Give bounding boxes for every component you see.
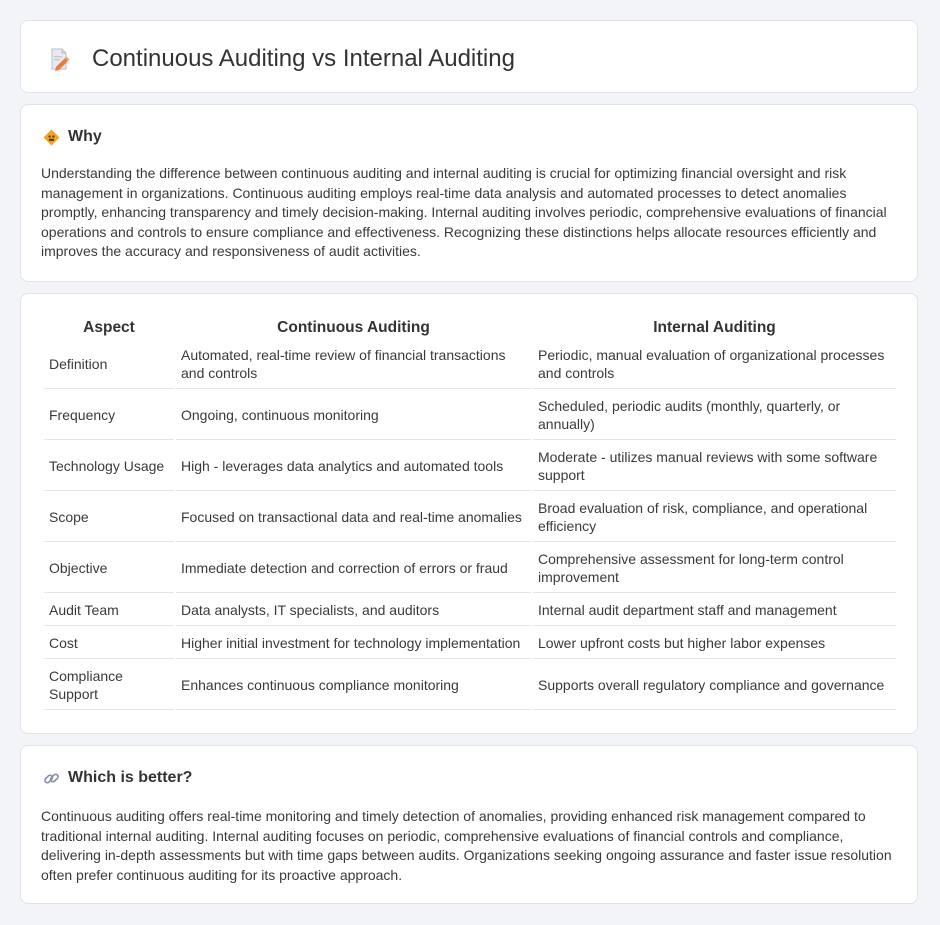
continuous-cell: Ongoing, continuous monitoring — [176, 391, 531, 440]
which-is-better-card — [20, 745, 918, 904]
table-row — [44, 544, 896, 593]
document-pencil-icon — [47, 47, 71, 71]
table-row — [44, 628, 896, 659]
table-row — [44, 340, 896, 389]
aspect-cell: Frequency — [44, 391, 174, 440]
aspect-cell: Audit Team — [44, 595, 174, 626]
internal-cell: Internal audit department staff and management — [533, 595, 896, 626]
header-aspect: Aspect — [83, 319, 135, 336]
internal-cell: Scheduled, periodic audits (monthly, quarterly, or annually) — [533, 391, 896, 440]
internal-cell: Supports overall regulatory compliance and governance — [533, 661, 896, 710]
better-text: Continuous auditing offers real-time monitoring and timely detection of anomalies, providing enhanced risk management compared to traditional internal auditing. Internal auditing focuses on periodic, comprehensive evaluations of financial controls and compliance, delivering in-depth assessments but with time gaps between audits. Organizations seeking ongoing assurance and faster issue resolution often prefer continuous auditing for its proactive approach. — [41, 808, 892, 883]
table-row — [44, 442, 896, 491]
continuous-cell: Immediate detection and correction of errors or fraud — [176, 544, 531, 593]
internal-cell: Periodic, manual evaluation of organizational processes and controls — [533, 340, 896, 389]
header-internal: Internal Auditing — [653, 319, 776, 336]
continuous-cell: Enhances continuous compliance monitoring — [176, 661, 531, 710]
aspect-cell: Definition — [44, 340, 174, 389]
aspect-cell: Scope — [44, 493, 174, 542]
link-icon — [43, 770, 60, 787]
header-card — [20, 20, 918, 93]
continuous-cell: Higher initial investment for technology implementation — [176, 628, 531, 659]
table-header-row — [44, 317, 896, 338]
aspect-cell: Technology Usage — [44, 442, 174, 491]
diamond-sign-icon — [43, 129, 60, 146]
table-row — [44, 661, 896, 710]
continuous-cell: High - leverages data analytics and automated tools — [176, 442, 531, 491]
internal-cell: Comprehensive assessment for long-term control improvement — [533, 544, 896, 593]
page-title: Continuous Auditing vs Internal Auditing — [92, 45, 515, 72]
why-title: Why — [68, 128, 102, 145]
continuous-cell: Automated, real-time review of financial transactions and controls — [176, 340, 531, 389]
table-row — [44, 391, 896, 440]
internal-cell: Lower upfront costs but higher labor expenses — [533, 628, 896, 659]
comparison-table-card — [20, 293, 918, 734]
continuous-cell: Data analysts, IT specialists, and auditors — [176, 595, 531, 626]
header-continuous: Continuous Auditing — [277, 319, 430, 336]
better-title: Which is better? — [68, 769, 193, 786]
why-text: Understanding the difference between continuous auditing and internal auditing is crucial for optimizing financial oversight and risk management in organizations. Continuous auditing employs real-time data analysis and automated processes to detect anomalies promptly, enhancing transparency and timely decision-making. Internal auditing involves periodic, comprehensive evaluations of financial operations and controls to ensure compliance and effectiveness. Recognizing these distinctions helps allocate resources efficiently and improves the accuracy and responsiveness of audit activities. — [41, 165, 887, 259]
internal-cell: Broad evaluation of risk, compliance, and operational efficiency — [533, 493, 896, 542]
table-row — [44, 493, 896, 542]
internal-cell: Moderate - utilizes manual reviews with some software support — [533, 442, 896, 491]
table-row — [44, 595, 896, 626]
aspect-cell: Cost — [44, 628, 174, 659]
continuous-cell: Focused on transactional data and real-time anomalies — [176, 493, 531, 542]
why-card — [20, 104, 918, 282]
comparison-table — [42, 315, 898, 712]
aspect-cell: Compliance Support — [44, 661, 174, 710]
aspect-cell: Objective — [44, 544, 174, 593]
